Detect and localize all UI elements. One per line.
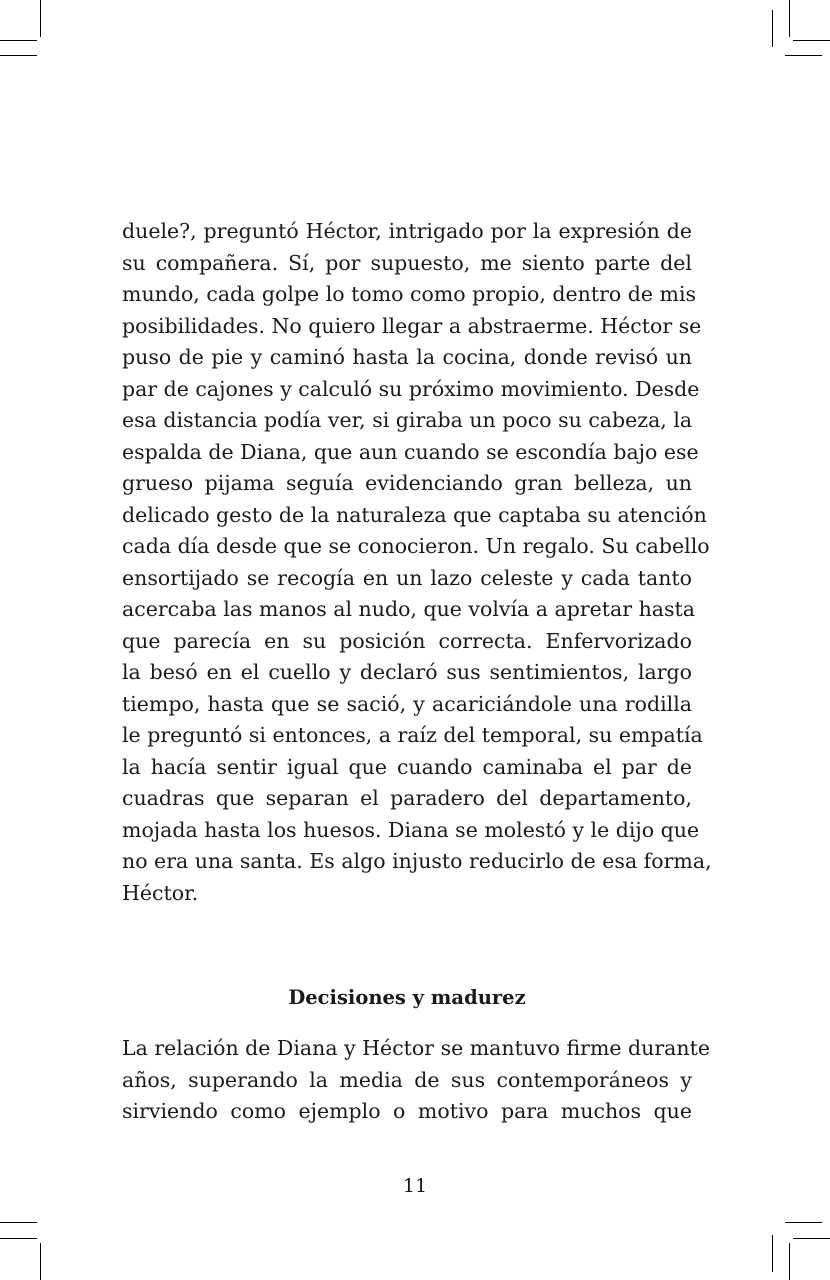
crop-mark-top-right-horizontal-lower [785,55,822,56]
crop-mark-bottom-right-horizontal-lower [793,1238,830,1239]
text-line: posibilidades. No quiero llegar a abstraerme. Héctor se [122,313,702,338]
text-line: acercaba las manos al nudo, que volvía a apretar hasta [122,597,695,621]
crop-mark-top-left-vertical [40,0,41,37]
crop-mark-top-right-vertical-inner [772,10,773,47]
text-line: duele?, preguntó Héctor, intrigado por la expresión de [122,219,692,243]
text-line: cada día desde que se conocieron. Un regalo. Su cabello [122,534,710,558]
text-line: par de cajones y calculó su próximo movimiento. Desde [122,376,700,401]
text-line: años, superando la media de sus contemporáneos y [122,1067,692,1092]
text-line: ensortijado se recogía en un lazo celeste y cada tanto [122,565,692,590]
text-line: la hacía sentir igual que cuando caminaba el par de [122,754,692,779]
crop-mark-top-right-horizontal [793,40,830,41]
text-line: mojada hasta los huesos. Diana se molestó y le dijo que [122,817,700,842]
text-line: cuadras que separan el paradero del departamento, [122,786,692,810]
text-line: la besó en el cuello y declaró sus sentimientos, largo [122,660,692,684]
page-number: 11 [402,1175,428,1197]
crop-mark-bottom-right-horizontal [785,1222,822,1223]
crop-mark-top-left-horizontal [0,40,37,41]
text-line: puso de pie y caminó hasta la cocina, donde revisó un [122,345,692,369]
text-line: su compañera. Sí, por supuesto, me siento parte del [122,250,692,275]
text-line: tiempo, hasta que se sació, y acariciándole una rodilla [122,691,692,716]
body-paragraph-1 [122,216,712,909]
text-line: delicado gesto de la naturaleza que captaba su atención [122,502,707,527]
text-line: Héctor. [122,880,199,905]
crop-mark-bottom-left-horizontal [0,1222,37,1223]
text-line: que parecía en su posición correcta. Enfervorizado [122,628,692,653]
crop-mark-bottom-left-vertical [40,1243,41,1280]
text-line: La relación de Diana y Héctor se mantuvo firme durante [122,1036,710,1060]
crop-mark-top-right-vertical [789,0,790,37]
text-line: sirviendo como ejemplo o motivo para muchos que [122,1099,692,1123]
text-line: grueso pijama seguía evidenciando gran belleza, un [122,471,692,495]
text-line: mundo, cada golpe lo tomo como propio, dentro de mis [122,282,697,306]
crop-mark-bottom-right-vertical [789,1243,790,1280]
crop-mark-bottom-left-horizontal-lower [0,1238,37,1239]
text-line: le preguntó si entonces, a raíz del temporal, su empatía [122,723,703,747]
text-line: espalda de Diana, que aun cuando se escondía bajo ese [122,439,699,464]
crop-mark-top-left-horizontal-lower [0,55,37,56]
body-paragraph-2 [122,1033,710,1128]
text-line: no era una santa. Es algo injusto reducirlo de esa forma, [122,849,712,873]
section-heading: Decisiones y madurez [288,986,526,1009]
crop-mark-bottom-right-vertical-inner [772,1235,773,1272]
text-line: esa distancia podía ver, si giraba un poco su cabeza, la [122,408,693,432]
